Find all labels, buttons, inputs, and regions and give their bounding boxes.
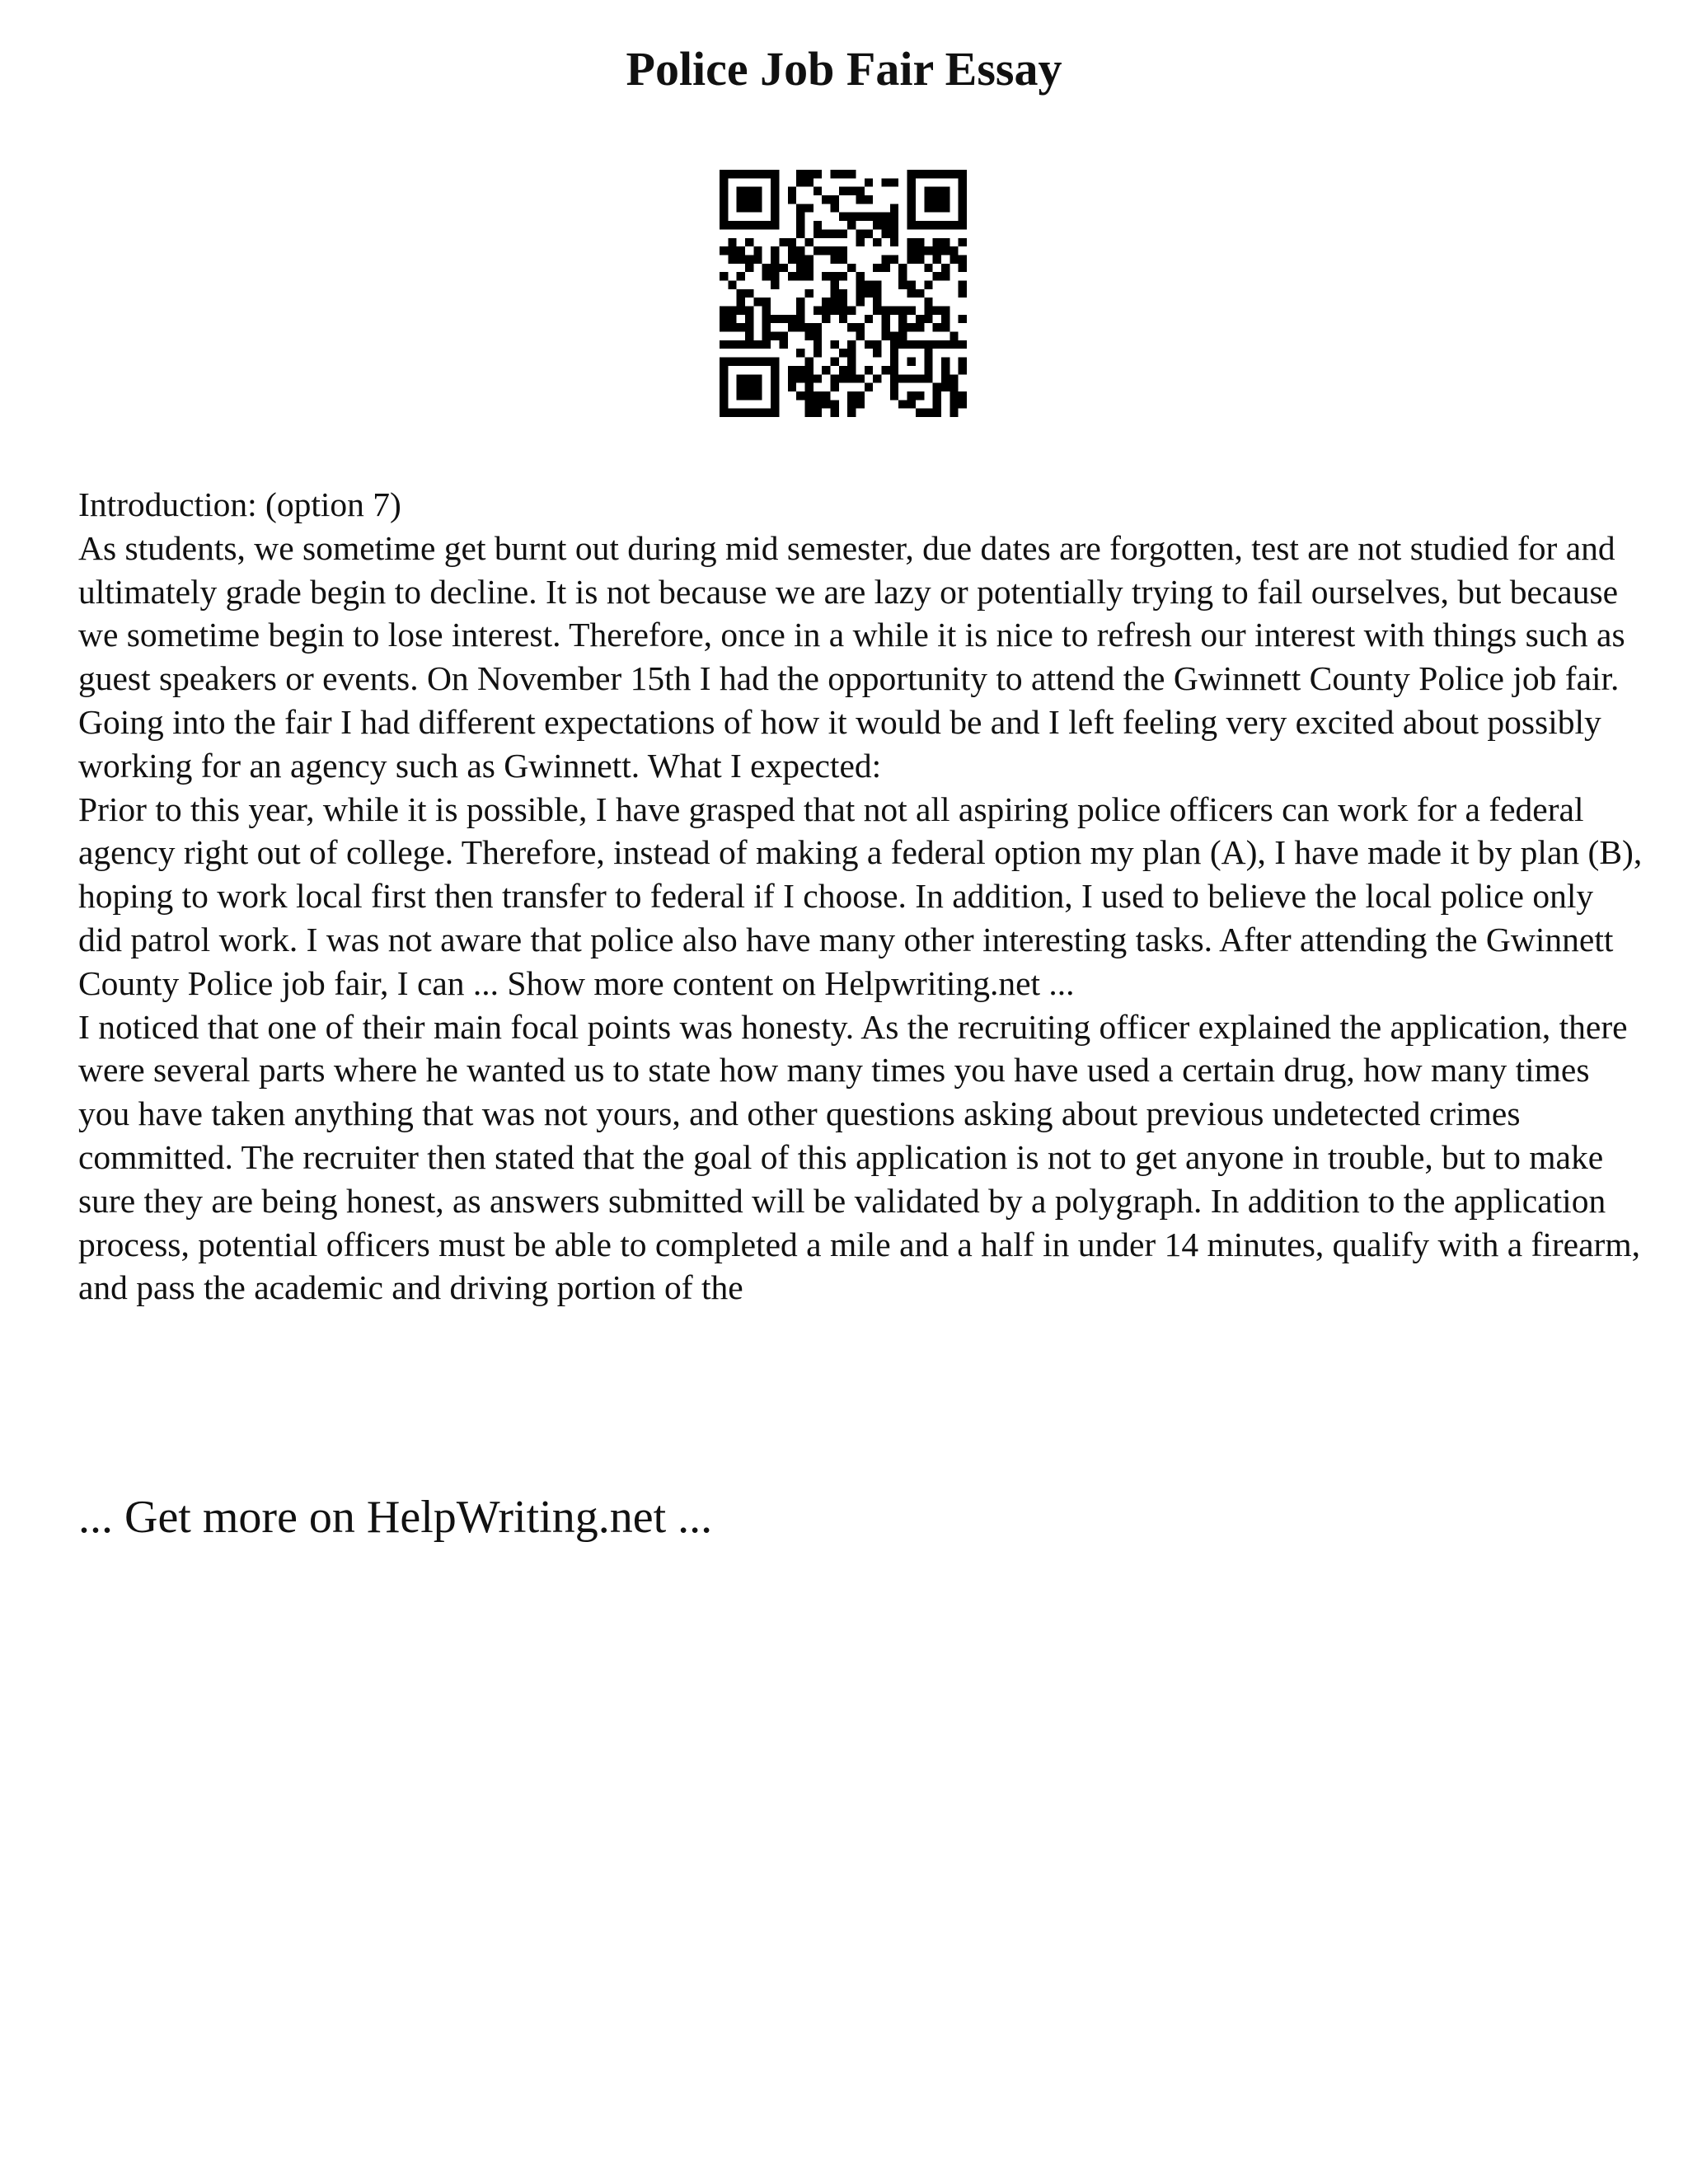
get-more-link[interactable]: ... Get more on HelpWriting.net ...: [78, 1492, 713, 1543]
page-title: Police Job Fair Essay: [626, 42, 1062, 96]
paragraph: As students, we sometime get burnt out during mid semester, due dates are forgotten, test are not studied for and ultimately grade begin to decline. It is not because we are lazy or potentially trying to fail ourselves, but because we sometime begin to lose interest. Therefore, once in a while it is nice to refresh our interest with things such as guest speakers or events. On November 15th I had the opportunity to attend the Gwinnett County Police job fair. Going into the fair I had different expectations of how it would be and I left feeling very excited about possibly working for an agency such as Gwinnett. What I expected:: [78, 528, 1625, 785]
paragraph: Prior to this year, while it is possible, I have grasped that not all aspiring police officers can work for a federal agency right out of college. Therefore, instead of making a federal option my plan (A), I have made it by plan (B), hoping to work local first then transfer to federal if I choose. In addition, I used to believe the local police only did patrol work. I was not aware that police also have many other interesting tasks. After attending the Gwinnett County Police job fair, I can ... Show more content on Helpwriting.net ...: [78, 790, 1643, 1002]
intro-heading: Introduction: (option 7): [78, 485, 401, 523]
qr-code-icon: [720, 170, 967, 417]
paragraph: I noticed that one of their main focal points was honesty. As the recruiting officer explained the application, there were several parts where he wanted us to state how many times you have used a certain drug, how many times you have taken anything that was not yours, and other questions asking about previous undetected crimes committed. The recruiter then stated that the goal of this application is not to get anyone in trouble, but to make sure they are being honest, as answers submitted will be validated by a polygraph. In addition to the application process, potential officers must be able to completed a mile and a half in under 14 minutes, qualify with a firearm, and pass the academic and driving portion of the: [78, 1007, 1640, 1307]
essay-body: [78, 483, 1644, 1310]
